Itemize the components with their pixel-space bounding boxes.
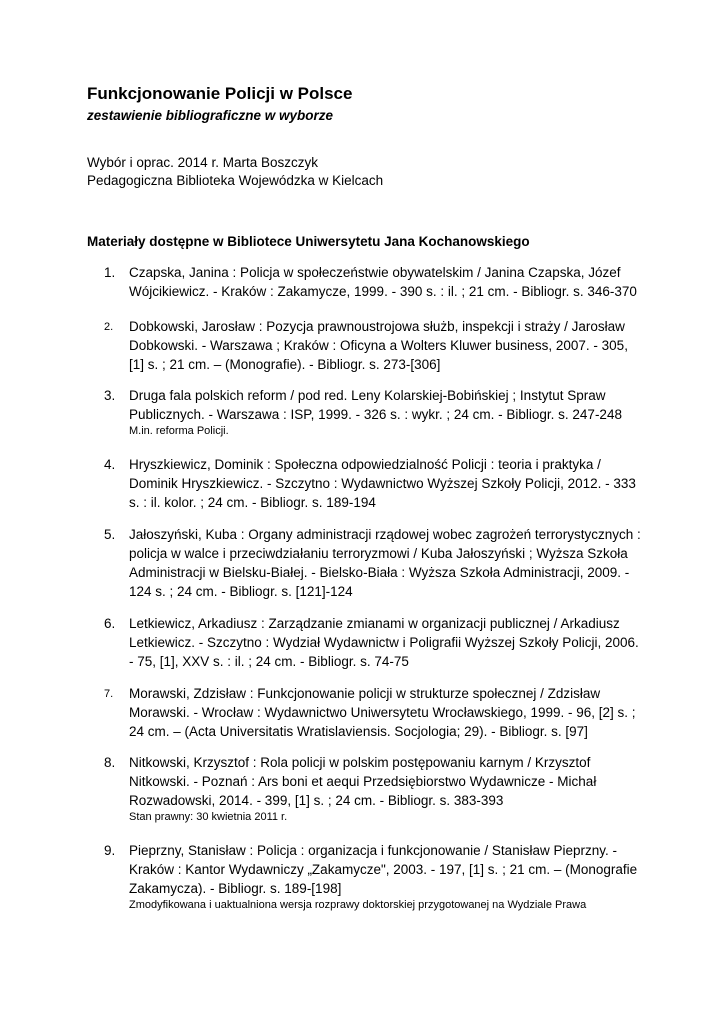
entry-number: 2.: [104, 321, 114, 333]
entry-text: Jałoszyński, Kuba : Organy administracji rządowej wobec zagrożeń terrorystycznych : policja w walce i przeciwdziałaniu terroryzmowi / Kuba Jałoszyński ; Wyższa Szkoła Administracji w Bielsku-Białej. - Bielsko-Biała : Wyższa Szkoła Administracji, 2009. - 124 s. ; 24 cm. - Bibliogr. s. [121]-124: [129, 527, 641, 599]
library-line: Pedagogiczna Biblioteka Wojewódzka w Kielcach: [87, 173, 384, 188]
compiler-info: [87, 154, 383, 190]
entry-text: Dobkowski, Jarosław : Pozycja prawnoustrojowa służb, inspekcji i straży / Jarosław Dobkowski. - Warszawa ; Kraków : Oficyna a Wolters Kluwer business, 2007. - 305, [1] s. ; 21 cm. – (Monografie). - Bibliogr. s. 273-[306]: [129, 319, 628, 372]
entry-text: Pieprzny, Stanisław : Policja : organizacja i funkcjonowanie / Stanisław Pieprzny. - Kraków : Kantor Wydawniczy „Zakamycze", 2003. - 197, [1] s. ; 21 cm. – (Monografie Zakamycza). - Bibliogr. s. 189-[198]: [129, 843, 638, 896]
entry-text: Hryszkiewicz, Dominik : Społeczna odpowiedzialność Policji : teoria i praktyka / Dominik Hryszkiewicz. - Szczytno : Wydawnictwo Wyższej Szkoły Policji, 2012. - 333 s. : il. kolor. ; 24 cm. - Bibliogr. s. 189-194: [129, 457, 636, 510]
entry-text: Druga fala polskich reform / pod red. Leny Kolarskiej-Bobińskiej ; Instytut Spraw Publicznych. - Warszawa : ISP, 1999. - 326 s. : wykr. ; 24 cm. - Bibliogr. s. 247-248: [129, 388, 622, 422]
entry-text: Letkiewicz, Arkadiusz : Zarządzanie zmianami w organizacji publicznej / Arkadiusz Letkiewicz. - Szczytno : Wydział Wydawnictw i Poligrafii Wyższej Szkoły Policji, 2006. - 75, [1], XXV s. : il. ; 24 cm. - Bibliogr. s. 74-75: [129, 616, 639, 669]
entry-number: 5.: [104, 527, 116, 542]
entry-text: Czapska, Janina : Policja w społeczeństwie obywatelskim / Janina Czapska, Józef Wójcikiewicz. - Kraków : Zakamycze, 1999. - 390 s. : il. ; 21 cm. - Bibliogr. s. 346-370: [129, 265, 637, 299]
document-title: Funkcjonowanie Policji w Polsce: [87, 84, 353, 103]
entry-note: Zmodyfikowana i uaktualniona wersja rozprawy doktorskiej przygotowanej na Wydziale Prawa: [129, 899, 587, 911]
entry-number: 1.: [104, 265, 116, 280]
entry-text: Morawski, Zdzisław : Funkcjonowanie policji w strukturze społecznej / Zdzisław Morawski. - Wrocław : Wydawnictwo Uniwersytetu Wrocławskiego, 1999. - 96, [2] s. ; 24 cm. – (Acta Universitatis Wratislaviensis. Socjologia; 29). - Bibliogr. s. [97]: [129, 686, 636, 739]
entry-number: 9.: [104, 843, 116, 858]
entry-note: M.in. reforma Policji.: [129, 425, 229, 437]
section-title: Materiały dostępne w Bibliotece Uniwersytetu Jana Kochanowskiego: [87, 234, 530, 249]
entry-number: 4.: [104, 457, 116, 472]
entry-text: Nitkowski, Krzysztof : Rola policji w polskim postępowaniu karnym / Krzysztof Nitkowski. - Poznań : Ars boni et aequi Przedsiębiorstwo Wydawnicze - Michał Rozwadowski, 2014. - 399, [1] s. ; 24 cm. - Bibliogr. s. 383-393: [129, 755, 597, 808]
entry-note: Stan prawny: 30 kwietnia 2011 r.: [129, 811, 288, 823]
entry-number: 3.: [104, 388, 116, 403]
compiler-line: Wybór i oprac. 2014 r. Marta Boszczyk: [87, 155, 318, 170]
entry-number: 8.: [104, 755, 116, 770]
entry-number: 7.: [104, 688, 114, 700]
document-subtitle: zestawienie bibliograficzne w wyborze: [87, 108, 334, 123]
entry-number: 6.: [104, 616, 116, 631]
